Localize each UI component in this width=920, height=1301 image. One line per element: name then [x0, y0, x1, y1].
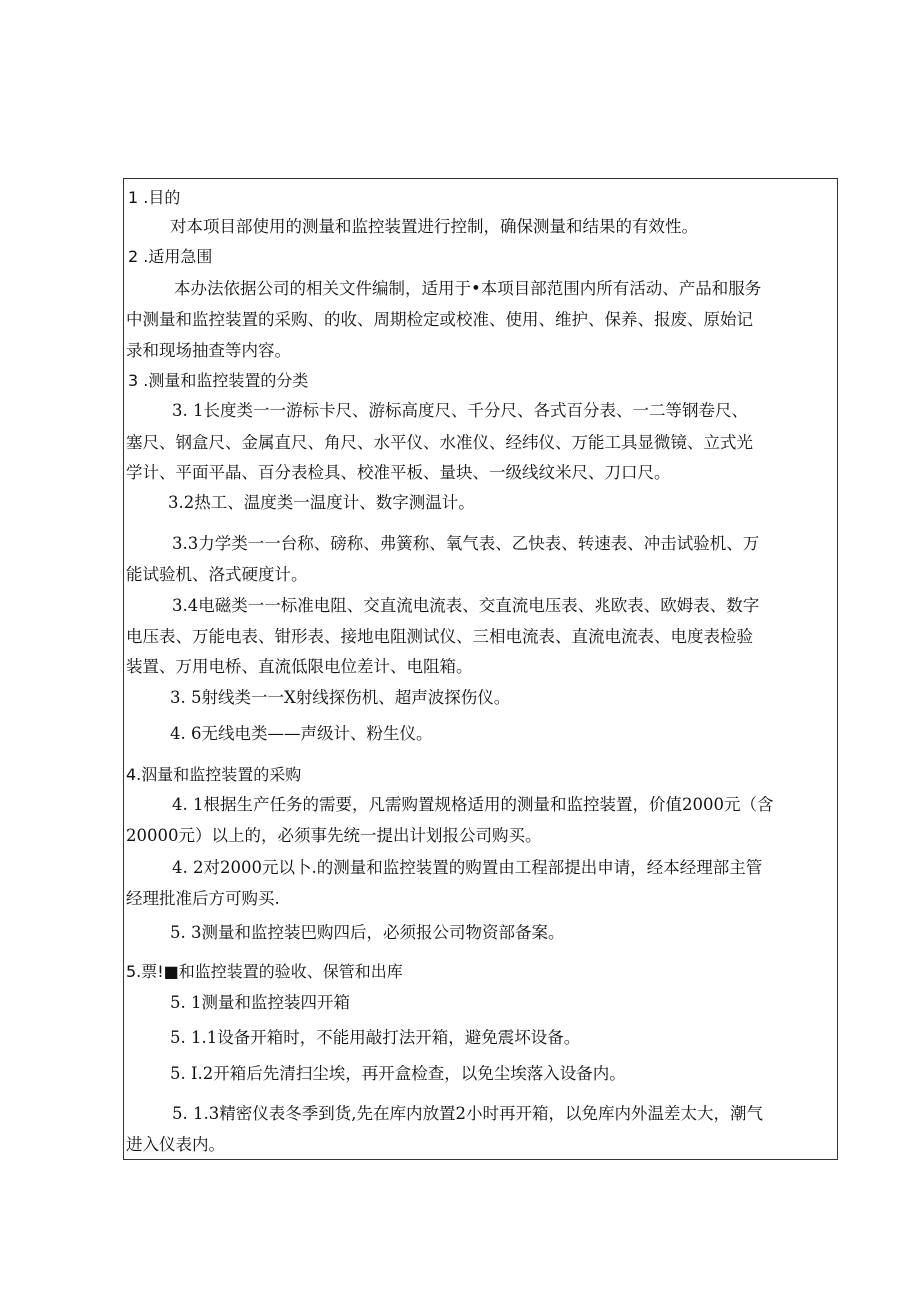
content-frame	[123, 178, 838, 1160]
section-5-text: 5. I.2开箱后先清扫尘埃，再开盒检查，以免尘埃落入设备内。	[170, 1064, 626, 1083]
section-5-text: 5. 1.3精密仪表冬季到货,先在库内放置2小时再开箱，以免库内外温差太大，潮气	[172, 1104, 763, 1123]
section-3-text: 3.3力学类一一台称、磅称、弗簧称、氧气表、乙快表、转速表、冲击试验机、万	[172, 534, 760, 553]
section-3-text: 3. 5射线类一一X射线探伤机、超声波探伤仪。	[170, 688, 511, 707]
section-3-text: 3.4电磁类一一标准电阻、交直流电流表、交直流电压表、兆欧表、欧姆表、数字	[172, 596, 760, 615]
section-1-text: 对本项目部使用的测量和监控装置进行控制，确保测量和结果的有效性。	[170, 217, 698, 236]
section-4-text: 20000元）以上的，必须事先统一提出计划报公司购买。	[126, 826, 542, 845]
section-4-heading: 4.泅量和监控装置的采购	[126, 765, 302, 784]
section-5-heading: 5.票!■和监控装置的验收、保管和出库	[126, 962, 403, 981]
section-3-text: 3.2热工、温度类一温度计、数字测温计。	[168, 493, 475, 512]
section-3-text: 电压表、万能电表、钳形表、接地电阻测试仪、三相电流表、直流电流表、电度表检验	[126, 627, 753, 646]
section-3-text: 学计、平面平晶、百分表检具、校准平板、量块、一级线纹米尺、刀口尺。	[126, 463, 671, 482]
section-2-text: 中测量和监控装置的采购、的收、周期检定或校准、使用、维护、保养、报废、原始记	[126, 310, 753, 329]
section-5-text: 5. 1.1设备开箱时，不能用敲打法开箱，避免震坏设备。	[170, 1028, 581, 1047]
section-5-text: 进入仪表内。	[126, 1135, 225, 1154]
section-4-text: 5. 3测量和监控装巴购四后，必须报公司物资部备案。	[170, 923, 565, 942]
section-4-text: 经理批准后方可购买.	[126, 889, 280, 908]
section-2-heading: 2 .适用急围	[128, 247, 213, 266]
section-4-text: 4. 1根据生产任务的需要，凡需购置规格适用的测量和监控装置，价值2000元（含	[172, 795, 774, 814]
section-3-heading: 3 .测量和监控装置的分类	[128, 371, 309, 390]
section-3-text: 能试验机、洛式硬度计。	[126, 565, 308, 584]
section-3-text: 3. 1长度类一一游标卡尺、游标高度尺、千分尺、各式百分表、一二等钢卷尺、	[172, 401, 748, 420]
section-3-text: 4. 6无线电类——声级计、粉生仪。	[170, 724, 433, 743]
section-2-text: 本办法依据公司的相关文件编制，适用于•本项目部范围内所有活动、产品和服务	[174, 279, 762, 298]
section-4-text: 4. 2对2000元以卜.的测量和监控装置的购置由工程部提出申请，经本经理部主管	[172, 858, 763, 877]
section-3-text: 塞尺、钢盒尺、金属直尺、角尺、水平仪、水准仪、经纬仪、万能工具显微镜、立式光	[126, 433, 753, 452]
section-2-text: 录和现场抽查等内容。	[126, 341, 291, 360]
section-1-heading: 1 .目的	[128, 188, 181, 207]
section-3-text: 装置、万用电桥、直流低限电位差计、电阻箱。	[126, 657, 473, 676]
section-5-text: 5. 1测量和监控装四开箱	[170, 993, 350, 1012]
